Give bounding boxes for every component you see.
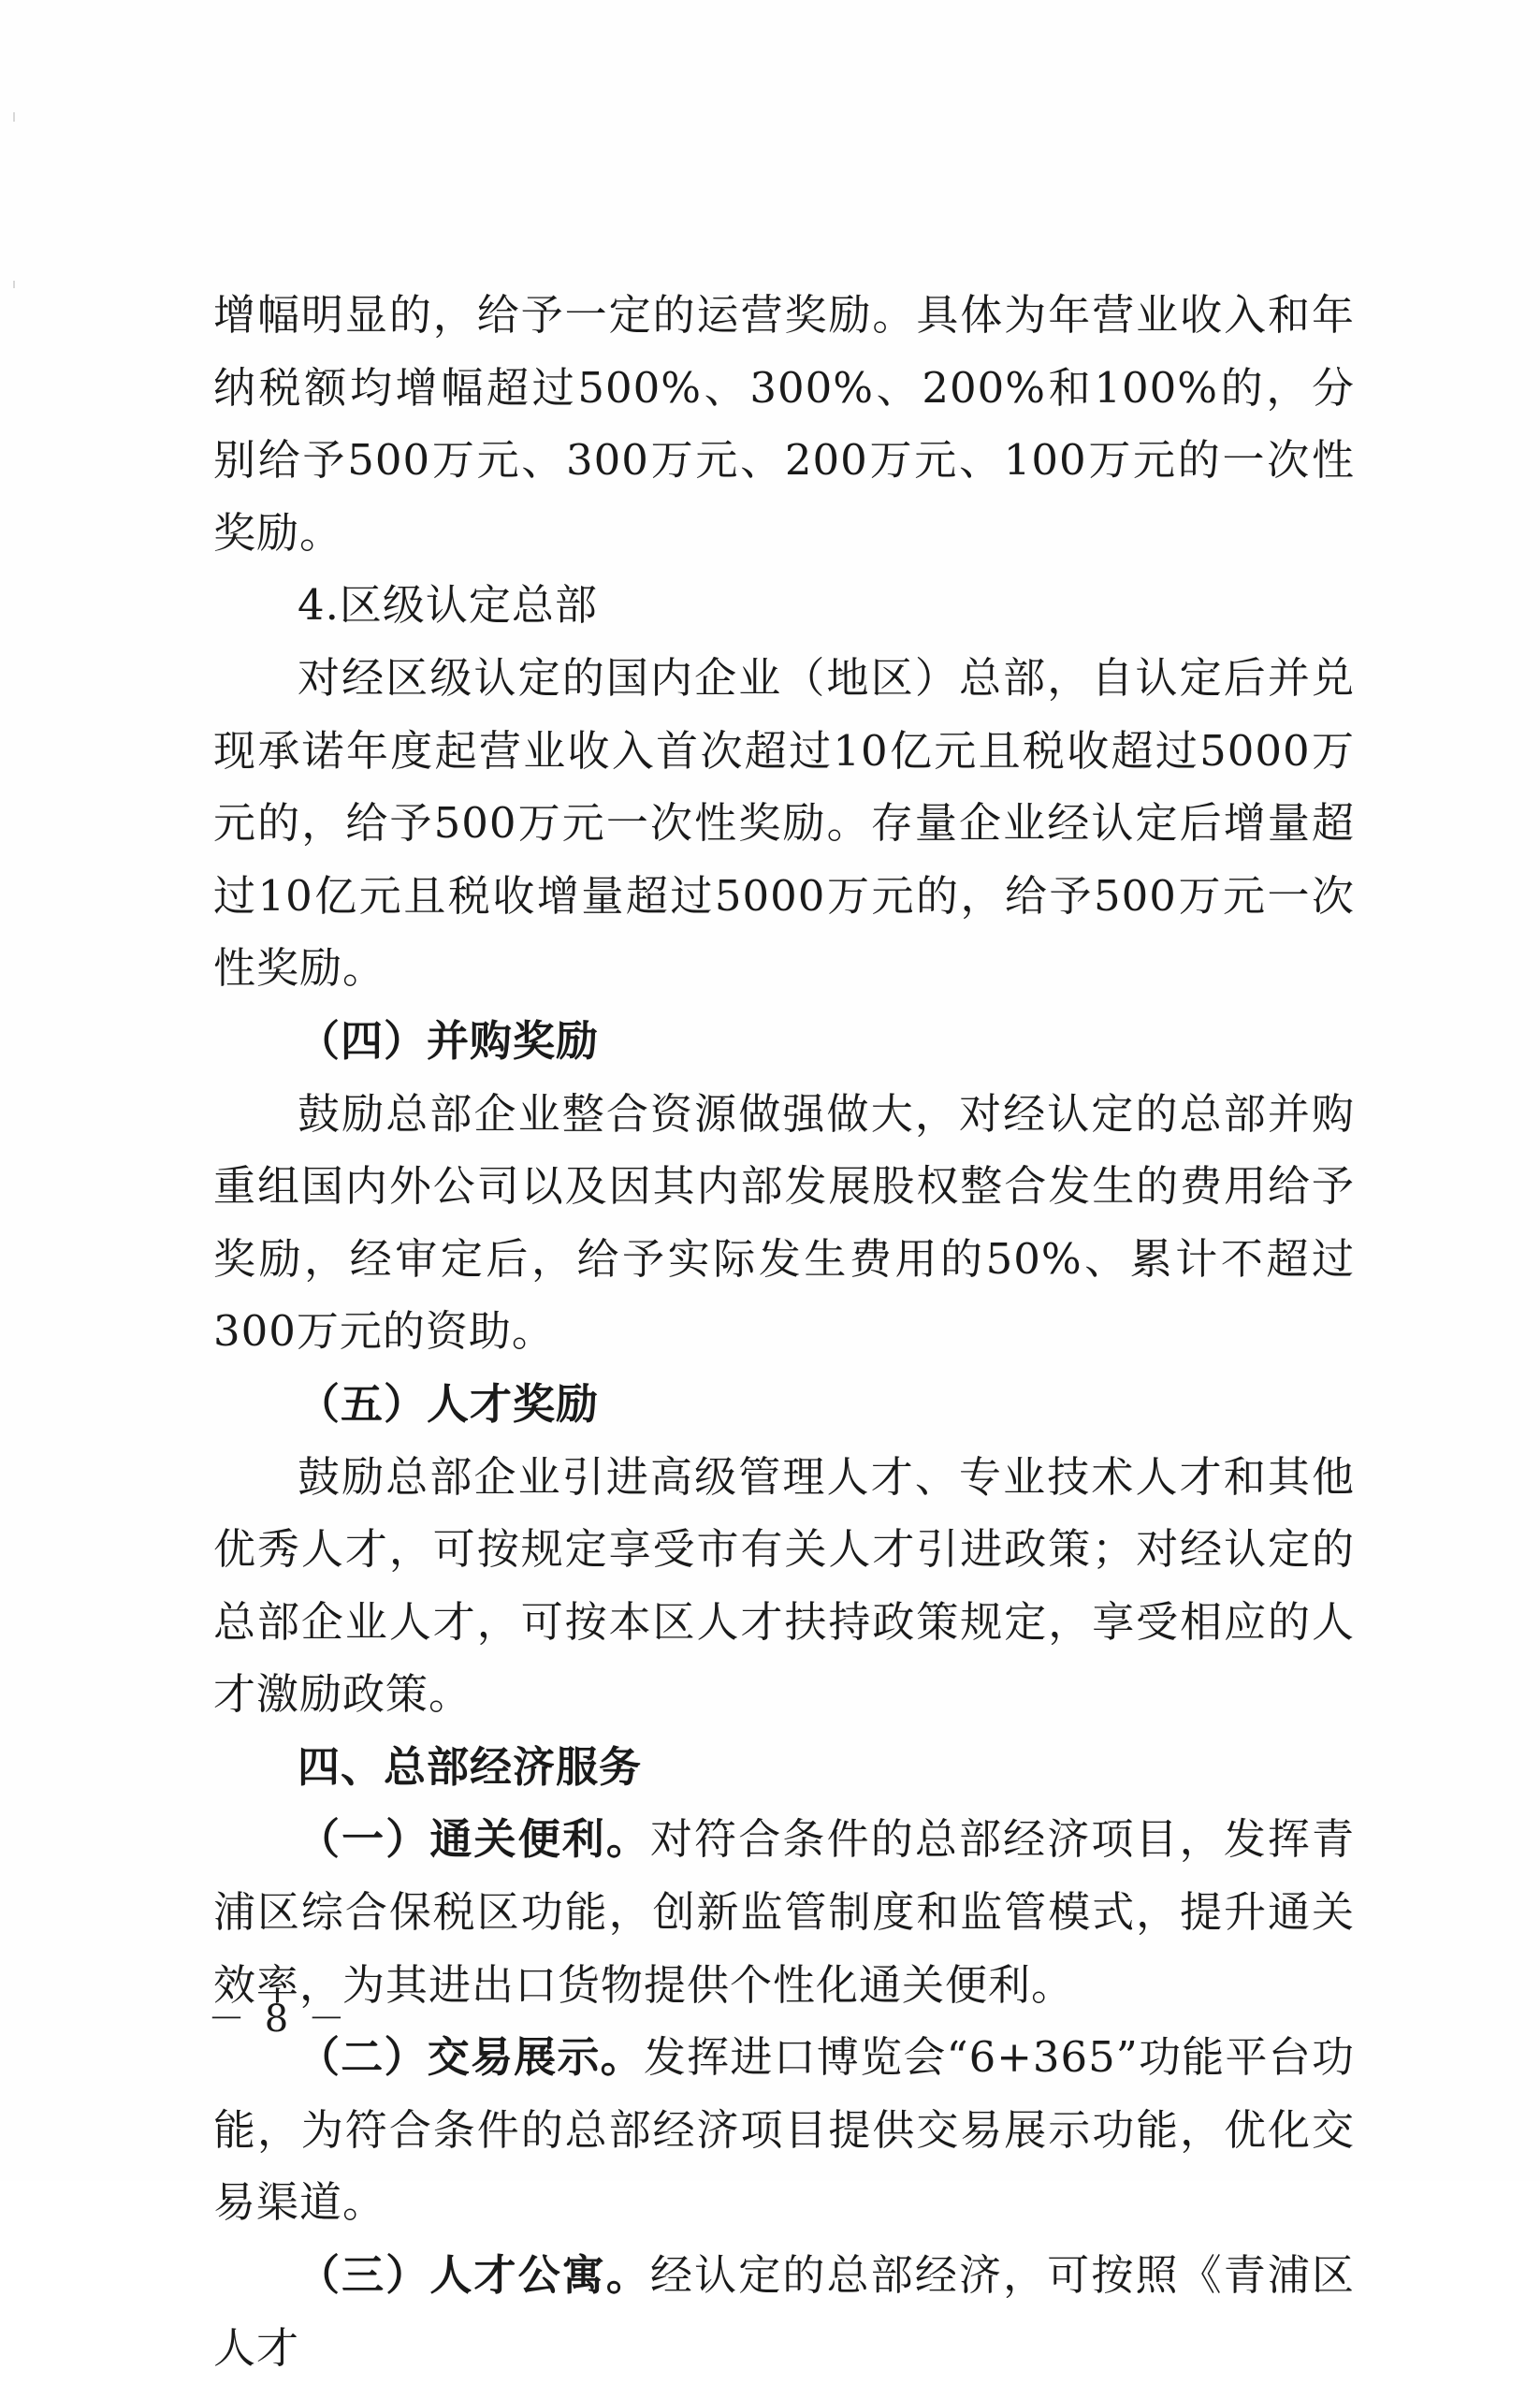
paragraph-talent-apartment [213,2239,1355,2384]
scan-artifact [13,281,15,288]
paragraph-body-apartment: 经认定的总部经济，可按照《青浦区人才 [213,2250,1355,2373]
paragraph-lead-apartment: （三）人才公寓。 [298,2250,651,2301]
paragraph-customs-clearance [213,1803,1355,2021]
section-title-district-hq: 4.区级认定总部 [298,580,598,631]
paragraph-trade-display [213,2021,1355,2239]
paragraph-operating-reward: 增幅明显的，给予一定的运营奖励。具体为年营业收入和年纳税额均增幅超过500%、300%、200%和100%的，分别给予500万元、300万元、200万元、100万元的一次性奖励。 [213,290,1355,558]
section-heading-talent-reward: （五）人才奖励 [298,1378,600,1429]
paragraph-body-trade: 发挥进口博览会“6+365”功能平台功能，为符合条件的总部经济项目提供交易展示功能，优化交易渠道。 [213,2032,1355,2228]
document-body [213,279,1355,2384]
paragraph-lead-customs: （一）通关便利。 [298,1814,651,1865]
paragraph-merger-reward: 鼓励总部企业整合资源做强做大，对经认定的总部并购重组国内外公司以及因其内部发展股权整合发生的费用给予奖励，经审定后，给予实际发生费用的50%、累计不超过300万元的资助。 [213,1088,1355,1357]
section-heading-hq-services: 四、总部经济服务 [298,1741,643,1792]
paragraph-body-customs: 对符合条件的总部经济项目，发挥青浦区综合保税区功能，创新监管制度和监管模式，提升通关效率，为其进出口货物提供个性化通关便利。 [213,1814,1355,2010]
scan-artifact [13,112,15,122]
paragraph-district-hq: 对经区级认定的国内企业（地区）总部，自认定后并兑现承诺年度起营业收入首次超过10亿元且税收超过5000万元的，给予500万元一次性奖励。存量企业经认定后增量超过10亿元且税收增量超过5000万元的，给予500万元一次性奖励。 [213,652,1355,994]
paragraph-lead-trade: （二）交易展示。 [298,2032,644,2083]
page-number: － 8 － [208,1998,349,2041]
paragraph-talent-reward: 鼓励总部企业引进高级管理人才、专业技术人才和其他优秀人才，可按规定享受市有关人才引进政策；对经认定的总部企业人才，可按本区人才扶持政策规定，享受相应的人才激励政策。 [213,1451,1355,1720]
section-heading-merger-reward: （四）并购奖励 [298,1015,600,1066]
